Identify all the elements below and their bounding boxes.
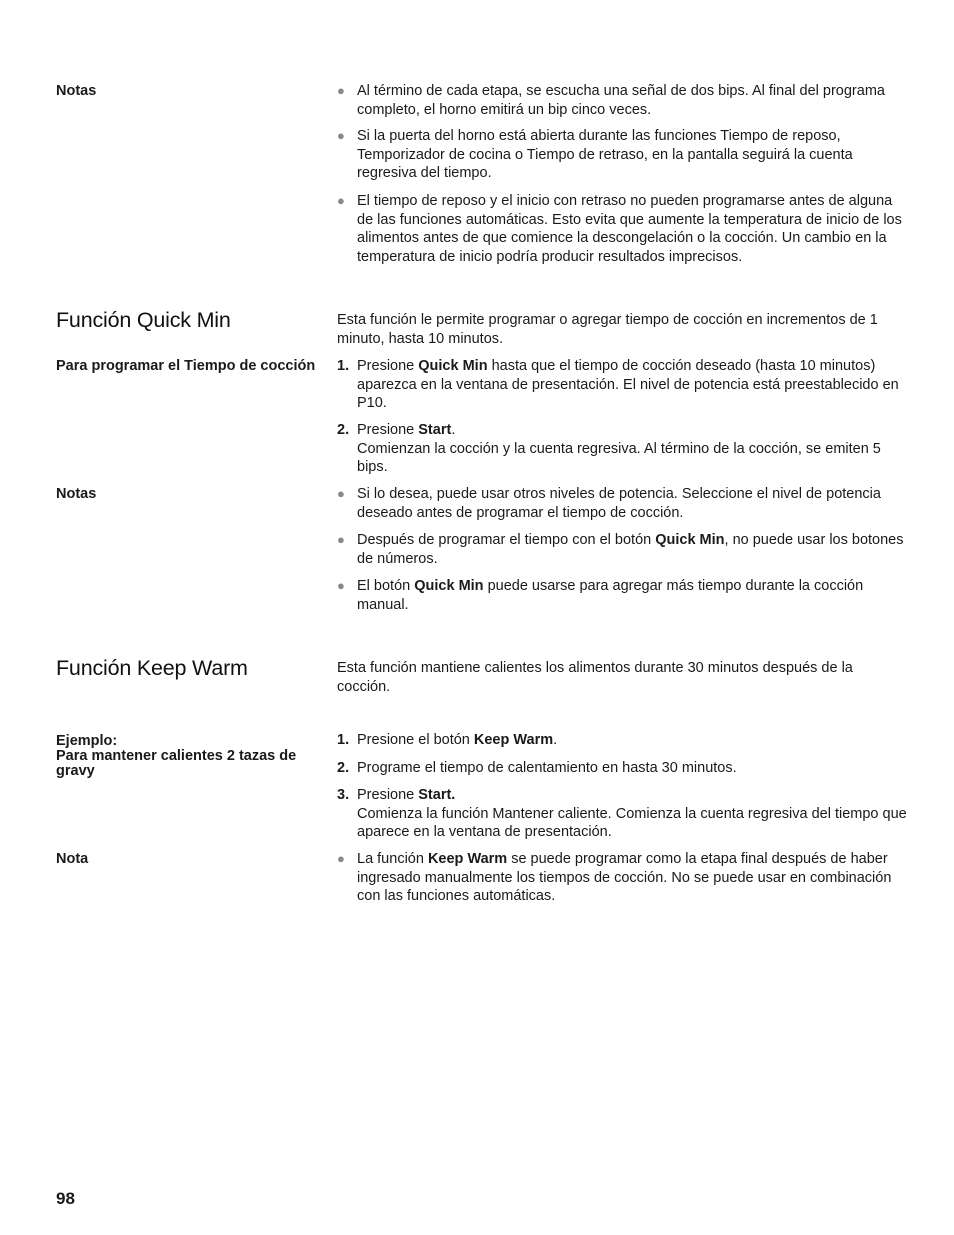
keep-warm-heading: Función Keep Warm [56, 656, 248, 680]
bullet-icon: ● [337, 83, 345, 98]
note-item: Si la puerta del horno está abierta durante las funciones Tiempo de reposo, Temporizador de cocina o Tiempo de retraso, en la pantalla seguirá la cuenta regresiva del tiempo. [357, 128, 853, 182]
bullet-icon: ● [337, 578, 345, 593]
page-number: 98 [56, 1189, 75, 1208]
note-item: El tiempo de reposo y el inicio con retraso no pueden programarse antes de alguna de las funciones automáticas. Esto evita que aumente la temperatura de inicio de los alimentos antes de que comience la descongelación o la cocción. Un cambio en la temperatura de inicio podría producir resultados imprecisos. [357, 193, 902, 265]
step-number: 1. [337, 732, 350, 748]
note-item: El botón Quick Min puede usarse para agregar más tiempo durante la cocción manual. [357, 578, 864, 613]
step-item: Presione el botón Keep Warm. [357, 732, 558, 748]
bullet-icon: ● [337, 193, 345, 208]
step-item: Presione Start. Comienzan la cocción y la cuenta regresiva. Al término de la cocción, se emiten 5 bips. [357, 422, 881, 476]
note-label: Nota [56, 851, 89, 867]
step-item: Programe el tiempo de calentamiento en hasta 30 minutos. [357, 760, 737, 776]
quick-min-intro: Esta función le permite programar o agregar tiempo de cocción en incrementos de 1 minuto, hasta 10 minutos. [337, 312, 878, 347]
step-number: 1. [337, 358, 350, 374]
note-item: Al término de cada etapa, se escucha una señal de dos bips. Al final del programa completo, el horno emitirá un bip cinco veces. [357, 83, 885, 118]
step-number: 2. [337, 422, 350, 438]
bullet-icon: ● [337, 851, 345, 866]
example-label: Ejemplo: Para mantener calientes 2 tazas de gravy [56, 733, 297, 779]
quick-min-heading: Función Quick Min [56, 308, 231, 332]
step-item: Presione Start. Comienza la función Mantener caliente. Comienza la cuenta regresiva del tiempo que aparece en la ventana de presentación. [357, 787, 907, 841]
keep-warm-intro: Esta función mantiene calientes los alimentos durante 30 minutos después de la cocción. [337, 660, 853, 695]
note-item: Después de programar el tiempo con el botón Quick Min, no puede usar los botones de números. [357, 532, 904, 567]
step-number: 2. [337, 760, 350, 776]
bullet-icon: ● [337, 532, 345, 547]
notes-label: Notas [56, 83, 97, 99]
bullet-icon: ● [337, 486, 345, 501]
notes-label: Notas [56, 486, 97, 502]
step-item: Presione Quick Min hasta que el tiempo de cocción deseado (hasta 10 minutos) aparezca en la ventana de presentación. El nivel de potencia está preestablecido en P10. [357, 358, 899, 412]
note-item: La función Keep Warm se puede programar como la etapa final después de haber ingresado manualmente los tiempos de cocción. No se puede usar en combinación con las funciones automáticas. [357, 851, 892, 905]
steps-label: Para programar el Tiempo de cocción [56, 358, 316, 374]
step-number: 3. [337, 787, 350, 803]
note-item: Si lo desea, puede usar otros niveles de potencia. Seleccione el nivel de potencia deseado antes de programar el tiempo de cocción. [357, 486, 881, 521]
bullet-icon: ● [337, 128, 345, 143]
